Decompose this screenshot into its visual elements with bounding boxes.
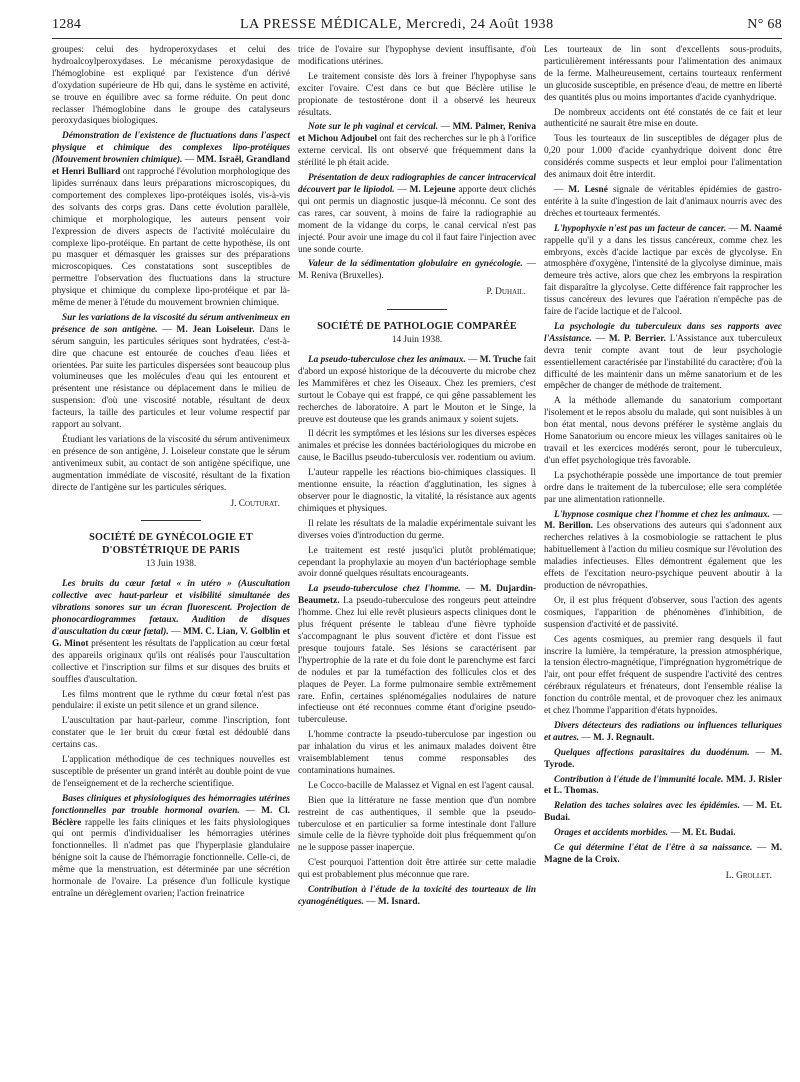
paragraph: L'auteur rappelle les réactions bio-chimiques classiques. Il mentionne ensuite, la réaction d'agglutination, les signes à observer pour le diagnostic, la vitalité, la résistance aux agents chimiques et physiques. bbox=[298, 468, 536, 514]
page-number: 1284 bbox=[52, 17, 82, 32]
abstract-title: Divers détecteurs des radiations ou influences telluriques et autres. bbox=[544, 720, 782, 743]
abstract-text: ont rapproché l'évolution morphologique des lipides surrénaux dans leurs préparations microscopiques, du comportement des complexes lipo-protéiques isolés, vis-à-vis des solvants des corps gras. Dans cette évolution parallèle, chimique et morphologique, les auteurs pensent voir l'expression de divers aspects de l'activité moléculaire du complexe lipo-protéique. En partant de cette hypothèse, ils ont pu masquer et démasquer les graisses sur des préparations microscopiques. Ces constatations sont susceptibles de permettre l'observation des fluctuations dans la structure physique et chimique du complexe lipo-protéique et par là-même de mener à l'étude du mouvement brownien chimique. bbox=[52, 167, 290, 309]
abstract-title: Contribution à l'étude de l'immunité locale. bbox=[554, 774, 724, 785]
section-heading: SOCIÉTÉ DE PATHOLOGIE COMPARÉE bbox=[317, 321, 517, 333]
abstract-radiographies: Présentation de deux radiographies de cancer intracervical découvert par le lipiodol. — M. Lejeune apporte deux clichés qui ont permis un diagnostic jusque-là méconnu. Ce sont des cas rares, car souvent, à moins de faire la radiographie au moment de la vidange du corps, le canal cervical n'est pas injecté. Pour avoir une image du col il faut faire l'injection avec une sonde courte. bbox=[298, 173, 536, 255]
page-header bbox=[52, 14, 782, 39]
signature: P. Duhail. bbox=[486, 287, 526, 298]
paragraph: Tous les tourteaux de lin susceptibles de dégager plus de 0,20 pour 1.000 d'acide cyanhydrique doivent donc être considérés comme suspects et leur emploi pour l'alimentation des animaux doit être interdit. bbox=[544, 134, 782, 181]
paragraph: L'auscultation par haut-parleur, comme l'inscription, font constater que le 1er bruit du cœur fœtal est dédoublé dans certains cas. bbox=[52, 716, 290, 751]
abstract-title: Les bruits du cœur fœtal « in utéro » (Auscultation collective avec haut-parleur et visibilité simultanée des vibrations sonores sur un écran fluorescent. Projection de phonocardiogrammes fœtaux. Audition de disques d'auscultation du cœur fœtal). bbox=[52, 579, 290, 637]
paragraph: De nombreux accidents ont été constatés de ce fait et leur authenticité ne saurait être mise en doute. bbox=[544, 107, 782, 130]
divider bbox=[387, 309, 447, 310]
abstract-authors: M. Cl. Béclère bbox=[52, 805, 290, 828]
abstract-authors: M. Truche bbox=[479, 355, 522, 366]
column-left bbox=[52, 45, 290, 1065]
abstract-title: La pseudo-tuberculose chez les animaux. bbox=[308, 355, 466, 366]
abstract-authors: M. Lesné bbox=[568, 184, 608, 195]
abstract-fluctuations: Démonstration de l'existence de fluctuations dans l'aspect physique et chimique des complexes lipo-protéiques (Mouvement brownien chimique). — MM. Israël, Grandland et Henri Bulliard ont rapproché l'évolution morphologique des lipides surrénaux dans leurs préparations microscopiques, du comportement des complexes lipo-protéiques isolés, vis-à-vis des solvants des corps gras. Dans cette évolution parallèle, chimique et morphologique, les auteurs pensent voir l'expression de divers aspects de l'activité moléculaire du complexe lipo-protéique. En partant de cette hypothèse, ils ont pu masquer et démasquer les graisses sur des préparations microscopiques. Ces constatations sont susceptibles de permettre l'observation des fluctuations dans la structure physique et chimique du complexe lipo-protéique et par là-même de mener à l'étude du mouvement brownien chimique. bbox=[52, 131, 290, 309]
abstract-text: ont fait des recherches sur le ph à l'orifice externe cervical. Ils ont observé que fréquemment dans la stérilité le ph était acide. bbox=[298, 134, 536, 169]
paragraph: La psychothérapie possède une importance de tout premier ordre dans le traitement de la tuberculose; elle sera complétée par une alimentation rationnelle. bbox=[544, 470, 782, 505]
abstract-authors: MM. J. Risler et L. Thomas. bbox=[544, 774, 782, 797]
abstract-title: Valeur de la sédimentation globulaire en gynécologie. bbox=[308, 259, 523, 270]
section-date: 14 Juin 1938. bbox=[391, 335, 443, 346]
paragraph: L'application méthodique de ces techniques nouvelles est susceptible de présenter un grand intérêt au double point de vue de l'enseignement et de la recherche scientifique. bbox=[52, 755, 290, 789]
abstract-lesne: — M. Lesné signale de véritables épidémies de gastro-entérite à la suite d'ingestion de lait d'animaux nourris avec des drèches et tourteaux fermentés. bbox=[544, 184, 782, 219]
paragraph: Les tourteaux de lin sont d'excellents sous-produits, particulièrement intéressants pour l'alimentation des animaux de la ferme. Malheureusement, certains tourteaux renferment un glucoside susceptible, en présence d'eau, de mettre en liberté des quantités plus ou moins importantes d'acide cyanhydrique. bbox=[544, 45, 782, 103]
abstract-text: Les observations des auteurs qui s'adonnent aux recherches relatives à la cosmobiologie se rattachent le plus habituellement à l'action du milieu cosmique sur l'évolution des maladies infectieuses. Elles démontrent également que les effets de l'excitation neuro-psychique peuvent aboutir à la production de névropathies. bbox=[544, 521, 782, 591]
abstract-sedimentation: Valeur de la sédimentation globulaire en gynécologie. — M. Reniva (Bruxelles). bbox=[298, 259, 536, 282]
abstract-bruits-coeur: Les bruits du cœur fœtal « in utéro » (Auscultation collective avec haut-parleur et visibilité simultanée des vibrations sonores sur un écran fluorescent. Projection de phonocardiogrammes fœtaux. Audition de disques d'auscultation du cœur fœtal). — MM. C. Lian, V. Golblin et G. Minot présentent les résultats de l'application au cœur fœtal des appareils originaux qu'ils ont réalisés pour l'auscultation collective et l'inscription sur films et sur disques des bruits et souffles d'auscultation. bbox=[52, 579, 290, 685]
paragraph: Le Cocco-bacille de Malassez et Vignal en est l'agent causal. bbox=[308, 780, 535, 791]
column-right bbox=[544, 45, 782, 1065]
paragraph: Le traitement est resté jusqu'ici plutôt problématique; cependant la prophylaxie au moyen d'un bactériophage semble avoir donné quelques résultats encourageants. bbox=[298, 545, 536, 580]
abstract-affections-parasitaires: Quelques affections parasitaires du duodénum. — M. Tyrode. bbox=[544, 747, 782, 770]
abstract-title: La psychologie du tuberculeux dans ses rapports avec l'Assistance. bbox=[544, 321, 782, 344]
abstract-title: La pseudo-tuberculose chez l'homme. bbox=[308, 584, 461, 595]
abstract-authors: M. Et. Budai. bbox=[682, 828, 736, 839]
abstract-orages: Orages et accidents morbides. — M. Et. Budai. bbox=[554, 828, 736, 839]
abstract-title: Note sur le ph vaginal et cervical. bbox=[308, 122, 439, 133]
abstract-authors: M. J. Regnault. bbox=[593, 732, 655, 743]
signature: J. Couturat. bbox=[230, 498, 280, 509]
abstract-hypnose-cosmique: L'hypnose cosmique chez l'homme et chez les animaux. — M. Berillon. Les observations des auteurs qui s'adonnent aux recherches relatives à la cosmobiologie se rattachent le plus habituellement à l'action du milieu cosmique sur l'évolution des maladies infectieuses. Elles démontrent également que les effets de l'excitation neuro-psychique peuvent aboutir à la production de névropathies. bbox=[544, 509, 782, 591]
abstract-authors: M. Magne de la Croix. bbox=[544, 843, 782, 865]
paragraph: L'homme contracte la pseudo-tuberculose par ingestion ou par inhalation du virus et les animaux malades doivent être vraisemblablement tenus comme responsables des contaminations humaines. bbox=[298, 730, 536, 776]
issue-number: N° 68 bbox=[747, 17, 782, 32]
abstract-title: Démonstration de l'existence de fluctuations dans l'aspect physique et chimique des complexes lipo-protéiques (Mouvement brownien chimique). bbox=[52, 131, 290, 166]
paragraph: Or, il est plus fréquent d'observer, sous l'action des agents cosmiques, l'apparition de phénomènes d'inhibition, de suspension d'activité et de passivité. bbox=[544, 595, 782, 630]
abstract-text: apporte deux clichés qui ont permis un diagnostic jusque-là méconnu. Ce sont des cas rares, car souvent, à moins de faire la radiographie au moment de la vidange du corps, le canal cervical n'est pas injecté. Pour avoir une image du col il faut faire l'injection avec une sonde courte. bbox=[298, 184, 536, 255]
abstract-title: Bases cliniques et physiologiques des hémorragies utérines fonctionnelles par trouble hormonal ovarien. bbox=[52, 793, 290, 816]
abstract-authors: M. Reniva (Bruxelles). bbox=[298, 271, 384, 282]
article-columns bbox=[52, 45, 782, 1065]
column-middle bbox=[298, 45, 536, 1065]
abstract-authors: M. Isnard. bbox=[377, 897, 420, 907]
divider bbox=[141, 520, 201, 521]
paragraph: C'est pourquoi l'attention doit être attirée sur cette maladie qui est probablement plus méconnue que rare. bbox=[298, 858, 536, 881]
abstract-authors: MM. Palmer, Reniva et Michou Adjoubel bbox=[298, 122, 536, 145]
paragraph: Étudiant les variations de la viscosité du sérum antivenimeux en présence de son antigène, J. Loiseleur constate que le sérum antivenimeux subit, au contact de son antigène spécifique, une augmentation immédiate de viscosité, résultant de la fixation directe de l'antigène sur les particules sériques. bbox=[52, 435, 290, 493]
abstract-text: rappelle les faits cliniques et les faits physiologiques qui ont permis d'individualiser les hémorragies utérines fonctionnelles. Il n'admet pas que l'hyperplasie glandulaire bénigne soit la cause de l'hémorragie fonctionnelle. Celle-ci, de même que la menstruation, est déterminée par une sécrétion hormonale de l'ovaire. La présence d'un follicule kystique entraîne un dérèglement ovarien; l'action freinatrice bbox=[52, 817, 290, 899]
abstract-text: L'Assistance aux tuberculeux devra tenir compte avant tout de leur psychologie essentiellement caractérisée par l'instabilité du caractère; d'où la difficulté de les maintenir dans un même sanatorium et de les empêcher de changer de méthode de traitement. bbox=[544, 333, 782, 392]
abstract-psychologie-tuberculeux: La psychologie du tuberculeux dans ses rapports avec l'Assistance. — M. P. Berrier. L'Assistance aux tuberculeux devra tenir compte avant tout de leur psychologie essentiellement caractérisée par l'instabilité du caractère; d'où la difficulté de les maintenir dans un même sanatorium et de les empêcher de changer de méthode de traitement. bbox=[544, 321, 782, 392]
abstract-tourteaux-lin: Contribution à l'étude de la toxicité des tourteaux de lin cyanogénétiques. — M. Isnard. bbox=[298, 885, 536, 907]
abstract-pseudo-tuberculose-homme: La pseudo-tuberculose chez l'homme. — M. Dujardin-Beaumetz. La pseudo-tuberculose des rongeurs peut atteindre l'homme. Chez lui elle revêt plusieurs aspects cliniques dont le plus fréquent présente le tableau d'une fièvre typhoïde s'accompagnant le plus souvent d'ictère et dont l'issue est presque toujours fatale. Ses lésions se caractérisent par l'hypertrophie de la rate et du foie dont le parenchyme est farci de nodules et par la tuméfaction des follicules clos et des plaques de Peyer. La forme pulmonaire semble extrêmement rare. Enfin, certaines splénomégalies nodulaires de nature infectieuse ont été reconnues comme étant d'origine pseudo-tuberculeuse. bbox=[298, 584, 536, 726]
abstract-title: L'hypophyxie n'est pas un facteur de cancer. bbox=[554, 223, 727, 234]
abstract-authors: M. P. Berrier. bbox=[608, 333, 666, 344]
abstract-text: signale de véritables épidémies de gastro-entérite à la suite d'ingestion de lait d'animaux nourris avec des drèches et tourteaux fermentés. bbox=[544, 184, 782, 219]
paragraph: Les films montrent que le rythme du cœur fœtal n'est pas pendulaire: il existe un petit silence et un grand silence. bbox=[52, 689, 290, 712]
abstract-ph-vaginal: Note sur le ph vaginal et cervical. — MM. Palmer, Reniva et Michou Adjoubel ont fait des recherches sur le ph à l'orifice externe cervical. Ils ont observé que fréquemment dans la stérilité le ph était acide. bbox=[298, 122, 536, 169]
journal-title: LA PRESSE MÉDICALE, Mercredi, 24 Août 1938 bbox=[240, 17, 554, 32]
paragraph: groupes: celui des hydroperoxydases et celui des hydroalcoylperoxydases. Le mécanisme peroxydasique de l'hémoglobine est expliqué par l'existence d'un dérivé d'oxydation supérieure de Hb qui, dans le système en activité, se trouve en équilibre avec sa forme réduite. On peut donc reclasser l'hémoglobine dans le groupe des catalyseurs peroxydasiques biologiques. bbox=[52, 45, 290, 127]
abstract-hypophyxie: L'hypophyxie n'est pas un facteur de cancer. — M. Naamé rappelle qu'il y a dans les tissus cancéreux, comme chez les embryons, excès d'acide lactique par excès de glycolyse. En atmosphère d'oxygène, l'intensité de la glycolyse diminue, mais demeure très active, alors que chez les embryons la respiration fait disparaître la glycolyse. Cette différence fait rapprocher les tissus cancéreux des levures que l'aération n'empêche pas de faire de l'acide lactique et de l'alcool. bbox=[544, 223, 782, 318]
abstract-title: Sur les variations de la viscosité du sérum antivenimeux en présence de son antigène. bbox=[52, 312, 290, 335]
abstract-text: fait d'abord un exposé historique de la découverte du microbe chez les Mammifères et chez les Oiseaux. Chez les premiers, c'est surtout le Cobaye qui est frappé, ce qui gêne passablement les recherches de laboratoire. A part le Mouton et le Singe, la preuve est douteuse que les grands animaux y soient sujets. bbox=[298, 355, 536, 425]
abstract-immunite-locale bbox=[544, 775, 782, 799]
abstract-title: Ce qui détermine l'état de l'être à sa naissance. bbox=[554, 843, 753, 854]
abstract-authors: M. Lejeune bbox=[409, 184, 456, 195]
abstract-authors: M. Et. Budai. bbox=[544, 801, 782, 824]
paragraph: Il relate les résultats de la maladie expérimentale suivant les diverses voies d'introduction du germe. bbox=[298, 518, 536, 541]
section-date: 13 Juin 1938. bbox=[145, 559, 197, 570]
paragraph: Le traitement consiste dès lors à freiner l'hypophyse sans exciter l'ovaire. C'est dans ce but que Béclère utilise le propionate de testostérone dont il a observé les heureux résultats. bbox=[298, 71, 536, 118]
paragraph: trice de l'ovaire sur l'hypophyse devient insuffisante, d'où modifications utérines. bbox=[298, 45, 536, 67]
abstract-authors: M. Naamé bbox=[740, 223, 782, 234]
signature: L. Grollet. bbox=[725, 870, 772, 881]
abstract-text: La pseudo-tuberculose des rongeurs peut atteindre l'homme. Chez lui elle revêt plusieurs aspects cliniques dont le plus fréquent présente le tableau d'une fièvre typhoïde s'accompagnant le plus souvent d'ictère et dont l'issue est presque toujours fatale. Ses lésions se caractérisent par l'hypertrophie de la rate et du foie dont le parenchyme est farci de nodules et par la tuméfaction des follicules clos et des plaques de Peyer. La forme pulmonaire semble extrêmement rare. Enfin, certaines splénomégalies nodulaires de nature infectieuse ont été reconnues comme étant d'origine pseudo-tuberculeuse. bbox=[298, 596, 536, 726]
abstract-text: présentent les résultats de l'application au cœur fœtal des appareils originaux qu'ils ont réalisés pour l'auscultation collective et l'inscription sur films et sur disques des bruits et souffles d'auscultation. bbox=[52, 638, 290, 685]
paragraph: Ces agents cosmiques, au premier rang desquels il faut inscrire la lumière, la température, la pression atmosphérique, la tension électro-magnétique, l'imprégnation hygrométrique de l'air, ont pour effet fréquent de suspendre l'activité des centres cérébraux régulateurs et frénateurs, dont l'ensemble réalise la fonction du contrôle mental, et de provoquer chez les animaux et chez l'homme l'apparition d'états hypnoïdes. bbox=[544, 634, 782, 717]
abstract-taches-solaires: Relation des taches solaires avec les épidémies. — M. Et. Budai. bbox=[544, 801, 782, 824]
section-heading: SOCIÉTÉ DE GYNÉCOLOGIE ET D'OBSTÉTRIQUE DE PARIS bbox=[89, 532, 253, 557]
abstract-naissance: Ce qui détermine l'état de l'être à sa naissance. — M. Magne de la Croix. bbox=[544, 843, 782, 865]
abstract-title: Contribution à l'étude de la toxicité des tourteaux de lin cyanogénétiques. bbox=[298, 885, 536, 907]
abstract-title: Relation des taches solaires avec les épidémies. bbox=[554, 801, 740, 812]
abstract-pseudo-tuberculose-animaux: La pseudo-tuberculose chez les animaux. — M. Truche fait d'abord un exposé historique de la découverte du microbe chez les Mammifères et chez les Oiseaux. Chez les premiers, c'est surtout le Cobaye qui est frappé, ce qui gêne passablement les recherches de laboratoire. A part le Mouton et le Singe, la preuve est douteuse que les grands animaux y soient sujets. bbox=[298, 355, 536, 425]
paragraph: A la méthode allemande du sanatorium comportant l'isolement et le repos absolu du malade, qui sont nuisibles à un bon état mental, nous devons préférer le système anglais du Home Sanatorium ou encore mieux les villages sanitaires où le travail et les exercices modérés seront, pour le tuberculeux, d'un effet psychologique très favorable. bbox=[544, 396, 782, 466]
abstract-authors: M. Dujardin-Beaumetz. bbox=[298, 584, 536, 607]
abstract-authors: MM. C. Lian, V. Golblin et G. Minot bbox=[52, 626, 290, 649]
abstract-detecteurs: Divers détecteurs des radiations ou influences telluriques et autres. — M. J. Regnault. bbox=[544, 720, 782, 743]
abstract-authors: M. Tyrode. bbox=[544, 747, 782, 770]
abstract-text: Dans le sérum sanguin, les particules sériques sont hydratées, c'est-à-dire que chacune est entourée de couches d'eau liées et orientées. Par suite les particules dispersées sont beaucoup plus volumineuses que les molécules d'eau qui les entourent et présentent une résistance ou déplacement dans le milieu de suspension: d'où une viscosité notable, résultant de deux facteurs, la taille des particules et leur volume respectif par rapport au solvant. bbox=[52, 324, 290, 431]
abstract-authors: M. Jean Loiseleur. bbox=[176, 324, 255, 335]
abstract-title: Quelques affections parasitaires du duodénum. bbox=[554, 747, 750, 758]
paragraph: Il décrit les symptômes et les lésions sur les diverses espèces animales et précise les données bactériologiques du microbe en cause, le Bacillus pseudo-tuberculosis ver. rodentium ou avium. bbox=[298, 429, 536, 464]
paragraph: Bien que la littérature ne fasse mention que d'un nombre restreint de cas authentiques, il semble que la pseudo-tuberculose et en particulier sa forme intestinale dont l'allure simule celle de la fièvre typhoïde doit plus fréquemment qu'on ne le suppose passer inaperçue. bbox=[298, 795, 536, 854]
abstract-title: Présentation de deux radiographies de cancer intracervical découvert par le lipiodol. bbox=[298, 173, 536, 195]
abstract-authors: MM. Israël, Grandland et Henri Bulliard bbox=[52, 155, 290, 178]
abstract-title: L'hypnose cosmique chez l'homme et chez les animaux. bbox=[554, 509, 770, 520]
abstract-title: Orages et accidents morbides. bbox=[554, 828, 669, 839]
abstract-text: rappelle qu'il y a dans les tissus cancéreux, comme chez les embryons, excès d'acide lactique par excès de glycolyse. En atmosphère d'oxygène, l'intensité de la glycolyse diminue, mais demeure très active, alors que chez les embryons la respiration fait disparaître la glycolyse. Cette différence fait rapprocher les tissus cancéreux des levures que l'aération n'empêche pas de faire de l'acide lactique et de l'alcool. bbox=[544, 235, 782, 318]
abstract-authors: M. Berillon. bbox=[544, 521, 593, 532]
abstract-viscosite: Sur les variations de la viscosité du sérum antivenimeux en présence de son antigène. — M. Jean Loiseleur. Dans le sérum sanguin, les particules sériques sont hydratées, c'est-à-dire que chacune est entourée de couches d'eau liées et orientées. Par suite les particules dispersées sont beaucoup plus volumineuses que les molécules d'eau qui les entourent et présentent une résistance ou déplacement dans le milieu de suspension: d'où une viscosité notable, résultant de deux facteurs, la taille des particules et leur volume respectif par rapport au solvant. bbox=[52, 312, 290, 431]
abstract-hemorragies: Bases cliniques et physiologiques des hémorragies utérines fonctionnelles par trouble hormonal ovarien. — M. Cl. Béclère rappelle les faits cliniques et les faits physiologiques qui ont permis d'individualiser les hémorragies utérines fonctionnelles. Il n'admet pas que l'hyperplasie glandulaire bénigne soit la cause de l'hémorragie fonctionnelle. Celle-ci, de même que la menstruation, est déterminée par une sécrétion hormonale de l'ovaire. La présence d'un follicule kystique entraîne un dérèglement ovarien; l'action freinatrice bbox=[52, 793, 290, 899]
